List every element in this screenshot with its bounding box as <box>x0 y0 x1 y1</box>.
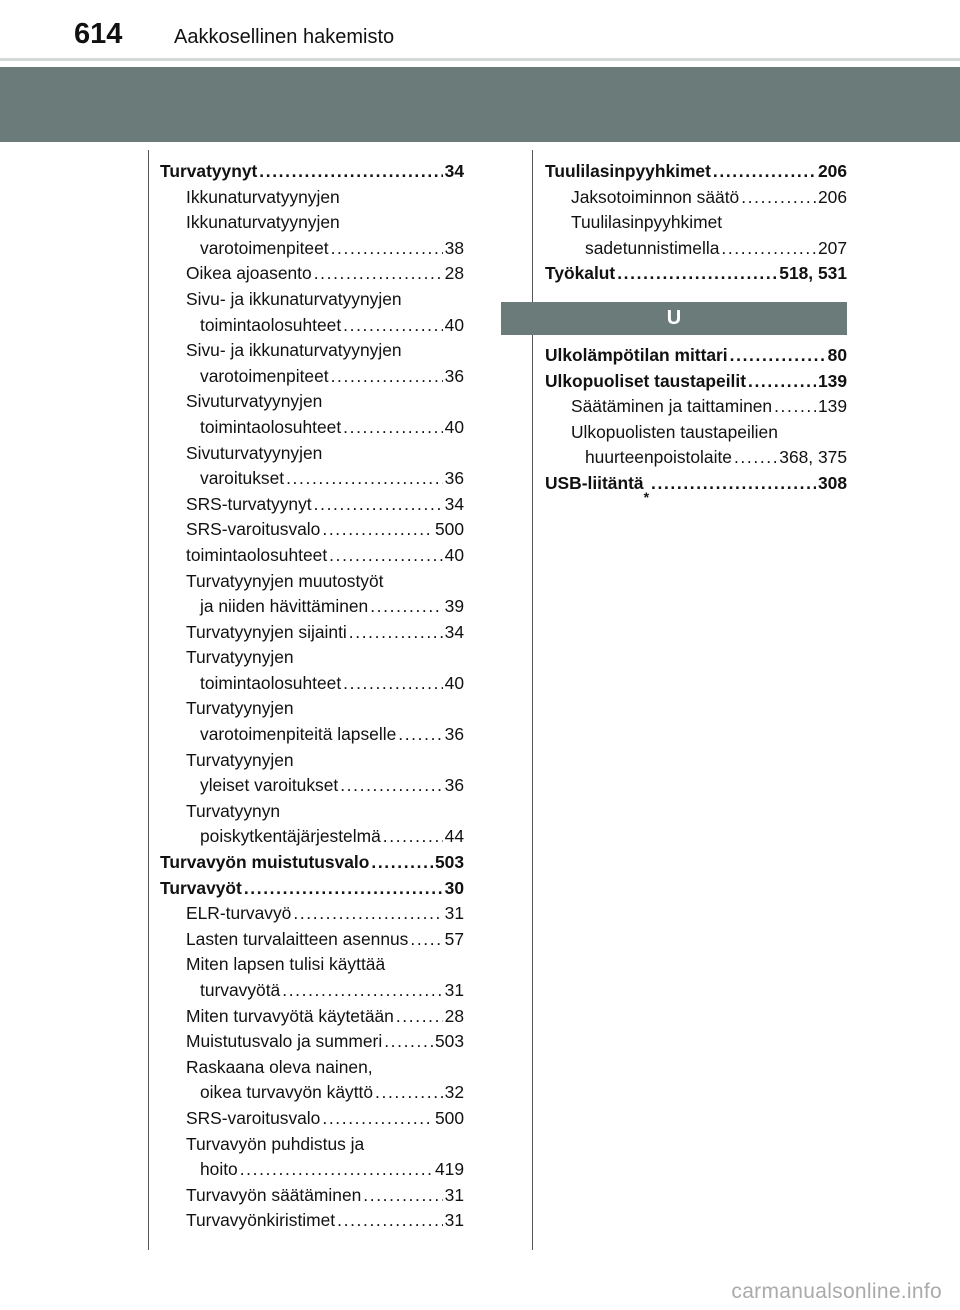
index-entry-page: 31 <box>444 1210 464 1231</box>
index-entry-label: ja niiden hävittäminen <box>200 596 369 617</box>
dot-leader <box>748 369 816 395</box>
dot-leader <box>651 471 816 497</box>
index-entry-page: 206 <box>817 161 847 181</box>
index-column-right <box>545 159 847 505</box>
index-entry-label: Sivu- ja ikkunaturvatyynyjen <box>186 340 402 361</box>
index-entry-label: varotoimenpiteitä lapselle <box>200 724 397 745</box>
index-entry-label: Lasten turvalaitteen asennus <box>186 928 409 949</box>
dot-leader <box>337 1208 443 1234</box>
index-entry-page: 40 <box>444 416 464 437</box>
index-entry <box>160 594 464 620</box>
dot-leader <box>410 927 442 953</box>
index-entry-page: 44 <box>444 826 464 847</box>
dot-leader <box>322 517 433 543</box>
index-entry-page: 28 <box>444 1005 464 1026</box>
index-entry <box>545 261 847 287</box>
index-entry-label: turvavyötä <box>200 980 281 1000</box>
index-entry-label: Turvavyön muistutusvalo <box>160 852 370 873</box>
index-entry <box>160 773 464 799</box>
index-entry <box>160 799 464 825</box>
dot-leader <box>314 261 443 287</box>
index-entry-label: oikea turvavyön käyttö <box>200 1082 374 1103</box>
index-entry-label: poiskytkentäjärjestelmä <box>200 826 381 847</box>
index-entry-label: hoito <box>200 1159 238 1180</box>
index-entry-label: toimintaolosuhteet <box>186 544 328 565</box>
index-entry-page: 40 <box>444 672 464 693</box>
index-entry <box>160 313 464 339</box>
index-entry-label: ELR-turvavyö <box>186 903 292 924</box>
index-entry-label: Tuulilasinpyyhkimet <box>571 212 723 233</box>
dot-leader <box>259 159 442 185</box>
dot-leader <box>741 185 816 211</box>
index-entry-label: varoitukset <box>200 468 285 489</box>
index-entry <box>160 824 464 850</box>
index-entry-label: Miten turvavyötä käytetään <box>186 1005 394 1026</box>
dot-leader <box>343 313 443 339</box>
index-entry-page: 39 <box>444 596 464 617</box>
dot-leader <box>398 722 442 748</box>
index-entry-label: Säätäminen ja taittaminen <box>571 396 773 417</box>
index-entry-page: 419 <box>434 1159 464 1180</box>
dot-leader <box>314 492 443 518</box>
index-entry <box>160 1004 464 1030</box>
index-entry-label: Ikkunaturvatyynyjen <box>186 186 340 207</box>
index-entry <box>160 159 464 185</box>
index-entry-label: Sivu- ja ikkunaturvatyynyjen <box>186 288 402 309</box>
index-entry-page: 38 <box>444 237 464 258</box>
index-entry-page: 80 <box>827 344 847 365</box>
index-entry-label: Turvatyynyjen muutostyöt <box>186 570 384 591</box>
index-entry-label: Jaksotoiminnon säätö <box>571 186 740 207</box>
dot-leader <box>774 394 816 420</box>
index-entry <box>160 620 464 646</box>
index-entry <box>160 569 464 595</box>
dot-leader <box>730 343 826 369</box>
index-entry <box>160 901 464 927</box>
index-entry <box>160 210 464 236</box>
index-entry-label: toimintaolosuhteet <box>200 416 342 437</box>
index-entry-label: Oikea ajoasento <box>186 263 312 284</box>
index-entry <box>160 415 464 441</box>
index-entry <box>160 671 464 697</box>
index-entry-label: Turvavyöt <box>160 877 242 898</box>
index-entry <box>545 159 847 185</box>
index-entry-page: 368, 375 <box>779 447 847 468</box>
dot-leader <box>329 543 443 569</box>
index-entry-page: 503 <box>434 1031 464 1052</box>
index-entry <box>160 517 464 543</box>
index-entry <box>160 466 464 492</box>
index-entry <box>160 338 464 364</box>
index-entry-page: 518, 531 <box>779 263 847 284</box>
index-entry-label: Tuulilasinpyyhkimet <box>545 161 711 181</box>
index-entry-page: 40 <box>444 314 464 335</box>
index-entry: USB-liitäntä * . . . 308 <box>545 471 847 497</box>
index-entry <box>545 185 847 211</box>
dot-leader <box>363 1183 442 1209</box>
index-entry <box>160 441 464 467</box>
index-entry-page: 28 <box>444 263 464 284</box>
index-entry-label: Turvavyön säätäminen <box>186 1184 362 1205</box>
index-entry-label: Turvavyönkiristimet <box>186 1210 336 1231</box>
index-entry <box>160 364 464 390</box>
index-entry-page: 139 <box>817 370 847 391</box>
page-number: 614 <box>74 18 123 50</box>
index-entry-label: Turvatyynyt <box>160 161 258 181</box>
index-entry-page: 503 <box>434 852 464 873</box>
index-entry-page: 308 <box>817 472 847 493</box>
dot-leader <box>340 773 442 799</box>
index-entry <box>160 261 464 287</box>
left-column-rule <box>148 150 149 1250</box>
index-entry-page: 34 <box>444 493 464 514</box>
index-entry-page: 500 <box>434 1107 464 1128</box>
index-entry-label: varotoimenpiteet <box>200 365 329 386</box>
index-entry-page: 32 <box>444 1082 464 1103</box>
index-entry-label: yleiset varoitukset <box>200 775 339 796</box>
index-entry-label: USB-liitäntä <box>545 472 644 493</box>
index-entry-page: 139 <box>817 396 847 417</box>
index-entry-page: 206 <box>817 186 847 207</box>
index-entry-page: 207 <box>817 237 847 258</box>
dot-leader <box>396 1004 443 1030</box>
index-entry-page: 31 <box>444 980 464 1000</box>
index-entry-label: Sivuturvatyynyjen <box>186 391 323 412</box>
index-entry <box>160 236 464 262</box>
index-entry-label: sadetunnistimella <box>585 237 720 258</box>
index-entry <box>545 343 847 369</box>
dot-leader <box>331 364 443 390</box>
index-entry-page: 30 <box>444 877 464 898</box>
index-group-t <box>545 159 847 287</box>
index-entry <box>160 492 464 518</box>
dot-leader <box>244 876 443 902</box>
dot-leader <box>322 1106 433 1132</box>
index-entry-label: Turvatyynyn <box>186 800 281 821</box>
index-entry-label: Ulkopuoliset taustapeilit <box>545 370 746 391</box>
index-entry-label: huurteenpoistolaite <box>585 447 732 468</box>
dot-leader <box>371 850 433 876</box>
dot-leader <box>343 415 443 441</box>
index-entry <box>160 696 464 722</box>
dot-leader <box>370 594 442 620</box>
index-entry-page: 31 <box>444 903 464 924</box>
index-entry-page: 34 <box>444 161 464 181</box>
dot-leader <box>713 159 816 185</box>
index-entry <box>160 389 464 415</box>
index-entry-label: Raskaana oleva nainen, <box>186 1056 373 1077</box>
index-entry-page: 36 <box>444 724 464 745</box>
index-entry <box>160 927 464 953</box>
index-entry <box>160 185 464 211</box>
index-entry-page: 31 <box>444 1184 464 1205</box>
index-entry-page: 36 <box>444 468 464 489</box>
dot-leader <box>293 901 442 927</box>
index-entry <box>160 1106 464 1132</box>
index-entry-label: Turvatyynyjen <box>186 647 294 668</box>
index-entry-page: 57 <box>444 928 464 949</box>
index-entry-label: Ulkopuolisten taustapeilien <box>571 421 778 442</box>
index-entry <box>160 748 464 774</box>
index-entry-label: Turvatyynyjen <box>186 698 294 719</box>
index-entry <box>160 543 464 569</box>
index-entry-label: Työkalut <box>545 263 616 284</box>
index-entry-label: Ulkolämpötilan mittari <box>545 344 728 365</box>
index-entry <box>160 1208 464 1234</box>
index-entry <box>545 394 847 420</box>
section-heading-u: U <box>501 302 847 335</box>
index-entry-label: Turvavyön puhdistus ja <box>186 1133 365 1154</box>
index-entry <box>160 952 464 978</box>
index-entry-label: SRS-varoitusvalo <box>186 1107 321 1128</box>
dot-leader <box>240 1157 433 1183</box>
index-entry-label: Turvatyynyjen sijainti <box>186 621 347 642</box>
dot-leader <box>384 1029 433 1055</box>
index-entry-label: SRS-varoitusvalo <box>186 519 321 540</box>
index-entry-label: varotoimenpiteet <box>200 237 329 258</box>
header-divider <box>0 58 960 61</box>
index-column-left <box>160 159 464 1234</box>
index-entry <box>545 369 847 395</box>
page-title: Aakkosellinen hakemisto <box>174 26 395 48</box>
index-entry <box>160 1055 464 1081</box>
dot-leader <box>282 978 442 1004</box>
dot-leader <box>349 620 443 646</box>
index-entry-page: 36 <box>444 775 464 796</box>
dot-leader <box>721 236 816 262</box>
index-entry <box>545 445 847 471</box>
index-entry <box>545 420 847 446</box>
index-entry <box>160 850 464 876</box>
index-entry <box>160 1183 464 1209</box>
dot-leader <box>375 1080 443 1106</box>
index-entry <box>160 1029 464 1055</box>
index-entry-page: 36 <box>444 365 464 386</box>
dot-leader <box>331 236 443 262</box>
dot-leader <box>734 445 777 471</box>
index-entry <box>160 876 464 902</box>
index-entry-page: 40 <box>444 544 464 565</box>
index-group-u <box>545 343 847 505</box>
index-entry <box>160 1080 464 1106</box>
index-entry-label: Muistutusvalo ja summeri <box>186 1031 383 1052</box>
index-entry <box>545 210 847 236</box>
header-banner <box>0 67 960 142</box>
dot-leader <box>343 671 443 697</box>
dot-leader <box>286 466 443 492</box>
index-entry <box>545 236 847 262</box>
dot-leader <box>617 261 777 287</box>
index-entry <box>160 1157 464 1183</box>
index-entry-label: SRS-turvatyynyt <box>186 493 312 514</box>
index-entry-label: Ikkunaturvatyynyjen <box>186 212 340 233</box>
index-entry-label: Miten lapsen tulisi käyttää <box>186 954 386 975</box>
index-entry <box>160 978 464 1004</box>
index-entry-page: 34 <box>444 621 464 642</box>
index-entry <box>160 1132 464 1158</box>
index-entry-label: toimintaolosuhteet <box>200 314 342 335</box>
dot-leader <box>383 824 443 850</box>
index-entry <box>160 287 464 313</box>
watermark: carmanualsonline.info <box>731 1280 942 1303</box>
index-entry <box>160 645 464 671</box>
index-entry-label: toimintaolosuhteet <box>200 672 342 693</box>
index-entry-page: 500 <box>434 519 464 540</box>
index-entry-label: Turvatyynyjen <box>186 749 294 770</box>
index-entry <box>160 722 464 748</box>
index-entry-label: Sivuturvatyynyjen <box>186 442 323 463</box>
